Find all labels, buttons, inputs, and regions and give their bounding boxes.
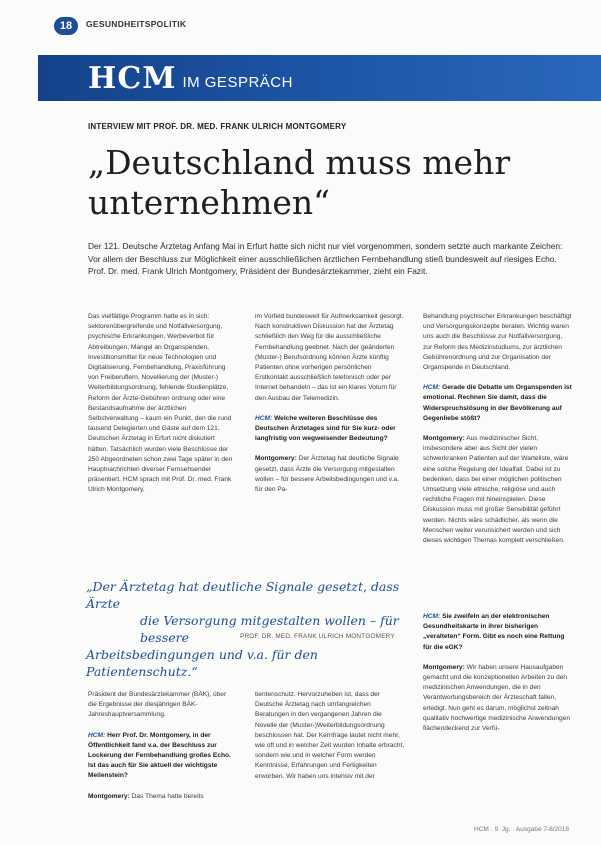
pull-quote-attribution: PROF. DR. MED. FRANK ULRICH MONTGOMERY [240,633,395,640]
question-text: Herr Prof. Dr. Montgomery, in der Öffentlichkeit fand v.a. der Beschluss zur Lockerung der Fernbehandlung großes Echo. Ist das auch für Sie aktuell der wichtigste Meilenstein? [88,731,231,780]
page-footer: HCM · 9. Jg. · Ausgabe 7-8/2018 [474,826,570,833]
body-paragraph: Präsident der Bundesärztekammer (BÄK), über die Ergebnisse der diesjährigen BÄK-Jahreshauptversammlung. [88,691,227,719]
question-label: HCM: [255,414,273,422]
interview-answer [88,792,236,802]
answer-text: Das Thema hatte bereits [131,792,204,800]
interview-kicker: INTERVIEW MIT PROF. DR. MED. FRANK ULRICH MONTGOMERY [88,122,347,131]
answer-label: Montgomery: [423,435,465,443]
banner [38,55,601,101]
banner-logo: HCM [88,60,177,96]
answer-text: Der Ärztetag hat deutliche Signale gesetzt, dass Ärzte die Versorgung mitgestalten wollen – für bessere Arbeitsbedingungen und v.a. für den Pa- [255,455,399,494]
pull-quote-line: „Der Ärztetag hat deutliche Signale gesetzt, dass Ärzte [86,579,400,611]
lead-paragraph: Der 121. Deutsche Ärztetag Anfang Mai in Erfurt hatte sich nicht nur viel vorgenommen, sondern setzte auch markante Zeichen: Vor allem der Beschluss zur Möglichkeit einer ausschließlichen ärztlichen Fernbehandlung stieß bundesweit auf riesiges Echo. Prof. Dr. med. Frank Ulrich Montgomery, Präsident der Bundesärztekammer, zieht ein Fazit. [88,241,563,276]
question-text: Welche weiteren Beschlüsse des Deutschen Ärztetages sind für Sie kurz- oder langfristig von wegweisender Bedeutung? [255,414,396,443]
question-text: Sie zweifeln an der elektronischen Gesundheitskarte in ihrer bisherigen „veralteten“ Form. Gibt es noch eine Rettung für die eGK? [423,613,565,651]
column-3-bottom [423,612,573,744]
question-label: HCM: [88,731,106,739]
column-1-top [88,312,236,506]
answer-label: Montgomery: [88,792,130,800]
interview-question [88,731,236,782]
pull-quote-line: die Versorgung mitgestalten wollen – für bessere [140,613,399,645]
body-paragraph: im Vorfeld bundesweit für Aufmerksamkeit gesorgt. Nach konstruktiven Diskussion hat der Ärztetag schließlich den Weg für die ausschließliche Fernbehandlung geebnet. Nach der geänderten (Muster-) Berufsordnung können Ärzte künftig Patienten ohne vorherigen persönlichen Erstkontakt ausschließlich telefonisch oder per Internet behandeln – das ist ein klares Votum für den Ausbau der Telemedizin. [255,313,404,402]
interview-answer [423,434,573,546]
answer-text: Aus medizinischer Sicht, insbesondere aber aus Sicht der vielen schwerkranken Patienten auf der Warteliste, wäre eine solche Regelung der Idealfall. Dabei ist zu bedenken, dass bei einer möglichen politischen Umsetzung viele ethische, religiöse und auch rechtliche Fragen mit hineinspielen. Diese Diskussion muss mit großer Sensibilität geführt werden. Nichts wäre schädlicher, als wenn die Menschen weiter verunsichert werden und sich dieses wichtigen Themas komplett verschließen. [423,435,569,545]
column-2-top [255,312,405,505]
page-number: 18 [54,17,78,35]
answer-label: Montgomery: [255,455,297,463]
interview-answer [423,663,573,734]
interview-question [423,383,573,424]
question-label: HCM: [423,613,441,620]
answer-text: Wir haben unsere Hausaufgaben gemacht und die konzeptionellen Arbeiten zu den medizinischen Anwendungen, die in den Verantwortungsbereich der Ärzteschaft fallen, erledigt. Nun geht es darum, möglichst zeitnah qualitativ hochwertige medizinische Anwendungen flächendeckend zur Verfü- [423,663,570,733]
interview-question [255,414,405,445]
banner-subtitle: IM GESPRÄCH [182,73,293,91]
body-paragraph: Behandlung psychischer Erkrankungen beschäftigt und Versorgungskonzepte beraten. Wichtig waren uns auch die Beschlüsse zur Notfallversorgung, zur Reform des Medizinstudiums, zur ärztlichen Gebührenordnung und zur Organisation der Organspende in Deutschland. [423,313,572,372]
column-3-top [423,312,573,556]
body-paragraph: Das vielfältige Programm hatte es in sich: sektorenübergreifende und Notfallversorgung, psychische Erkrankungen, Werbeverbot für Abtreibungen, Mangel an Organspenden, Investitionsmittel für neue Technologien und Digitalisierung, Fernbehandlung, Praxisführung von Freiberuflern, Novellierung der (Muster-) Weiterbildungsordnung, fehlende Studienplätze, Reform der Ärzte-Gebühren ordnung oder eine Bestandsaufnahme der ärztlichen Selbstverwaltung – kaum ein Punkt, den die rund tausend Delegierten und Gäste auf dem 121. Deutschen Ärztetag in Erfurt nicht diskutiert hätten. Tatsächlich wurden viele Beschlüsse der 250 Abgeordneten schon zwei Tage später in den Hauptnachrichten diverser Fernsehsender präsentiert. HCM sprach mit Prof. Dr. med. Frank Ulrich Montgomery, [88,313,233,494]
question-text: Gerade die Debatte um Organspenden ist emotional. Rechnen Sie damit, dass die Widerspruchslösung in der Bevölkerung auf Gegenliebe stößt? [423,384,572,422]
body-paragraph: tientenschutz. Hervorzuheben ist, dass der Deutsche Ärztetag nach umfangreichen Beratungen in den vergangenen Jahren die Novelle der (Muster-)Weiterbildungsordnung beschlossen hat. Der Kernfrage lautet nicht mehr, wie oft und in welcher Zeit wurden Inhalte erbracht, sondern wie und in welcher Form werden Kenntnisse, Erfahrungen und Fertigkeiten erworben. Wir haben uns intensiv mit der [255,691,405,780]
question-label: HCM: [423,384,441,392]
column-2-bottom [255,690,405,792]
column-1-bottom [88,690,236,812]
interview-answer [255,454,405,495]
answer-label: Montgomery: [423,663,465,671]
interview-question [423,612,573,653]
headline: „Deutschland muss mehr unternehmen“ [88,143,511,222]
section-label: GESUNDHEITSPOLITIK [86,19,187,29]
pull-quote [86,578,412,680]
pull-quote-line: Arbeitsbedingungen und v.a. für den Patientenschutz.“ [86,647,318,679]
